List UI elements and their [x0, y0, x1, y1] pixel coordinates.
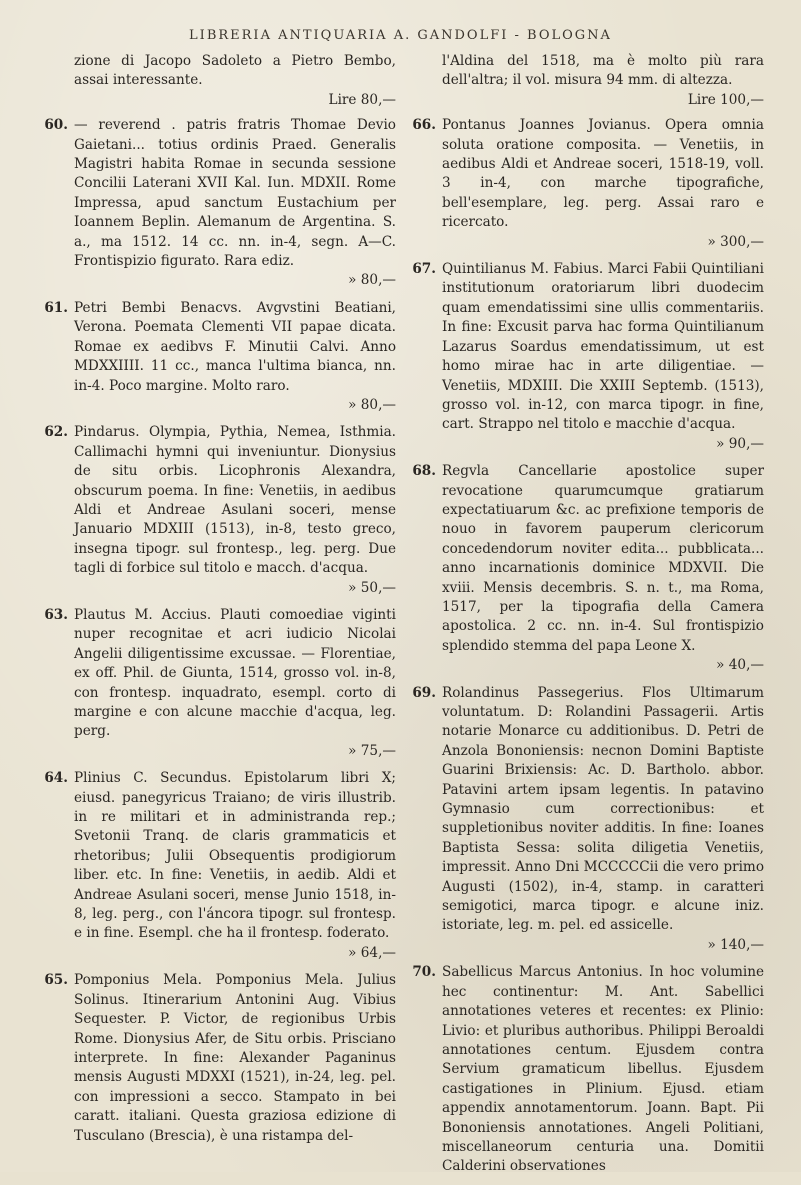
entry-price: Lire 80,— — [328, 91, 396, 108]
entry-text: Regvla Cancellarie apostolice super revocatione quarumcumque gratiarum expectatiuarum &c. ac prefixione temporis de nouo in favorem pauperum clericorum concedendorum noviter edita... pubblicata... anno incarnationis dominice MDXVII. Die xviii. Mensis decembris. S. n. t., ma Roma, 1517, per la tipografia della Camera apostolica. 2 cc. nn. in-4. Sul frontispizio splendido stemma del papa Leone X. — [442, 463, 764, 654]
entry-text: Plautus M. Accius. Plauti comoediae viginti nuper recognitae et acri iudicio Nicolai Angelii diligentissime excussae. — Florentiae, ex off. Phil. de Giunta, 1514, grosso vol. in-8, con frontesp. inquadrato, esempl. corto di margine e con alcune macchie d'acqua, leg. perg. — [74, 606, 396, 740]
entry-number: 69. — [412, 684, 436, 701]
catalog-entry — [44, 423, 396, 598]
catalog-entry — [412, 963, 764, 1176]
entry-text: zione di Jacopo Sadoleto a Pietro Bembo, assai interessante. — [74, 53, 396, 89]
entry-number: 70. — [412, 964, 436, 981]
entry-price: » 90,— — [716, 435, 764, 452]
entry-price: » 50,— — [348, 579, 396, 596]
catalog-entry — [44, 769, 396, 963]
entry-number: 62. — [44, 424, 68, 441]
catalog-entry — [44, 971, 396, 1146]
right-column — [412, 52, 764, 1185]
entry-text: l'Aldina del 1518, ma è molto più rara dell'altra; il vol. misura 94 mm. di altezza. — [442, 53, 764, 89]
catalog-entry — [412, 116, 764, 252]
entry-price: » 40,— — [716, 657, 764, 674]
entry-text: Petri Bembi Benacvs. Avgvstini Beatiani, Verona. Poemata Clementi VII papae dicata. Romae ex aedibvs F. Minutii Calvi. Anno MDXXIIII. 11 cc., manca l'ultima bianca, nn. in-4. Poco margine. Molto raro. — [74, 299, 396, 394]
catalog-entry — [44, 116, 396, 291]
entry-price: Lire 100,— — [687, 91, 764, 108]
entry-number: 65. — [44, 972, 68, 989]
entry-price: » 80,— — [348, 396, 396, 413]
continued-entry — [442, 52, 764, 110]
entry-price: » 64,— — [348, 944, 396, 961]
entry-price: » 300,— — [707, 233, 764, 250]
entry-text: Pindarus. Olympia, Pythia, Nemea, Isthmia. Callimachi hymni qui inveniuntur. Dionysius de situ orbis. Licophronis Alexandra, obscurum poema. In fine: Venetiis, in aedibus Aldi et Andreae Asulani soceri, mense Januario MDXIII (1513), in-8, testo greco, insegna tipogr. sul frontesp., leg. perg. Due tagli di forbice sul titolo e macch. d'acqua. — [74, 424, 396, 577]
left-column — [44, 52, 396, 1154]
entry-number: 61. — [44, 299, 68, 316]
entry-text: Pomponius Mela. Pomponius Mela. Julius Solinus. Itinerarium Antonini Aug. Vibius Sequester. P. Victor, de regionibus Urbis Rome. Dionysius Afer, de Situ orbis. Prisciano interprete. In fine: Alexander Paganinus mensis Augusti MDXXI (1521), in-24, leg. pel. con impressioni a secco. Stampato in bei caratt. italiani. Questa graziosa edizione di Tusculano (Brescia), è una ristampa del- — [74, 972, 396, 1144]
catalog-entry — [44, 606, 396, 761]
catalog-entry — [412, 462, 764, 675]
continued-entry — [74, 52, 396, 110]
entry-text: Rolandinus Passegerius. Flos Ultimarum voluntatum. D: Rolandini Passagerii. Artis notarie Monarce cu additionibus. D. Petri de Anzola Bononiensis: necnon Domini Baptiste Guarini Brixiensis: Ac. D. Bartholo. abbor. Patavini artem ipsam legentis. In patavino Gymnasio cum correctionibus: et suppletionibus noviter additis. In fine: Ioanes Baptista Sessa: solita diligetia Venetiis, impressit. Anno Dni MCCCCCii die vero primo Augusti (1502), in-4, stamp. in caratteri semigotici, marca tipogr. e alcune iniz. istoriate, leg. m. pel. ed assicelle. — [442, 684, 764, 934]
entry-number: 63. — [44, 606, 68, 623]
entry-price: » 80,— — [348, 272, 396, 289]
entry-number: 64. — [44, 770, 68, 787]
catalog-entry — [412, 260, 764, 454]
entry-text: — reverend . patris fratris Thomae Devio Gaietani... totius ordinis Praed. Generalis Magistri habita Romae in secunda sessione Concilii Laterani XVII Kal. Iun. MDXII. Rome Impressa, apud sanctum Eustachium per Ioannem Beplin. Alemanum de Argentina. S. a., ma 1512. 14 cc. nn. in-4, segn. A—C. Frontispizio figurato. Rara ediz. — [74, 117, 396, 270]
entry-text: Quintilianus M. Fabius. Marci Fabii Quintiliani institutionum oratoriarum libri duodecim quam emendatissimi sine ullis commentariis. In fine: Excusit parva hac forma Quintilianum Lazarus Soardus emendatissimum, ut est homo mirae hac in arte diligentiae. — Venetiis, MDXIII. Die XXIII Septemb. (1513), grosso vol. in-12, con marca tipogr. in fine, cart. Strappo nel titolo e macchie d'acqua. — [442, 261, 764, 433]
entry-text: Pontanus Joannes Jovianus. Opera omnia soluta oratione composita. — Venetiis, in aedibus Aldi et Andreae soceri, 1518-19, voll. 3 in-4, con marche tipografiche, bell'esemplare, leg. perg. Assai raro e ricercato. — [442, 117, 764, 231]
entry-number: 60. — [44, 117, 68, 134]
entry-number: 66. — [412, 117, 436, 134]
entry-number: 68. — [412, 463, 436, 480]
entry-number: 67. — [412, 261, 436, 278]
entry-text: Sabellicus Marcus Antonius. In hoc volumine hec continentur: M. Ant. Sabellici annotationes veteres et recentes: ex Plinio: Livio: et pluribus authoribus. Philippi Beroaldi annotationes centum. Ejusdem contra Servium gramaticum libellus. Ejusdem castigationes in Plinium. Ejusd. etiam appendix annotamentorum. Joann. Bapt. Pii Bononiensis annotationes. Angeli Politiani, miscellaneorum centuria una. Domitii Calderini observationes — [442, 964, 764, 1175]
entry-price: » 140,— — [707, 936, 764, 953]
page-header: LIBRERIA ANTIQUARIA A. GANDOLFI - BOLOGNA — [189, 28, 612, 43]
catalog-entry — [412, 684, 764, 956]
entry-text: Plinius C. Secundus. Epistolarum libri X; eiusd. panegyricus Traiano; de viris illustrib. in re militari et in administranda rep.; Svetonii Tranq. de claris grammaticis et rhetoribus; Julii Obsequentis prodigiorum liber. etc. In fine: Venetiis, in aedib. Aldi et Andreae Asulani soceri, mense Junio 1518, in-8, leg. perg., con l'áncora tipogr. sul frontesp. e in fine. Esempl. che ha il frontesp. foderato. — [74, 770, 396, 942]
catalog-entry — [44, 299, 396, 415]
entry-price: » 75,— — [348, 742, 396, 759]
